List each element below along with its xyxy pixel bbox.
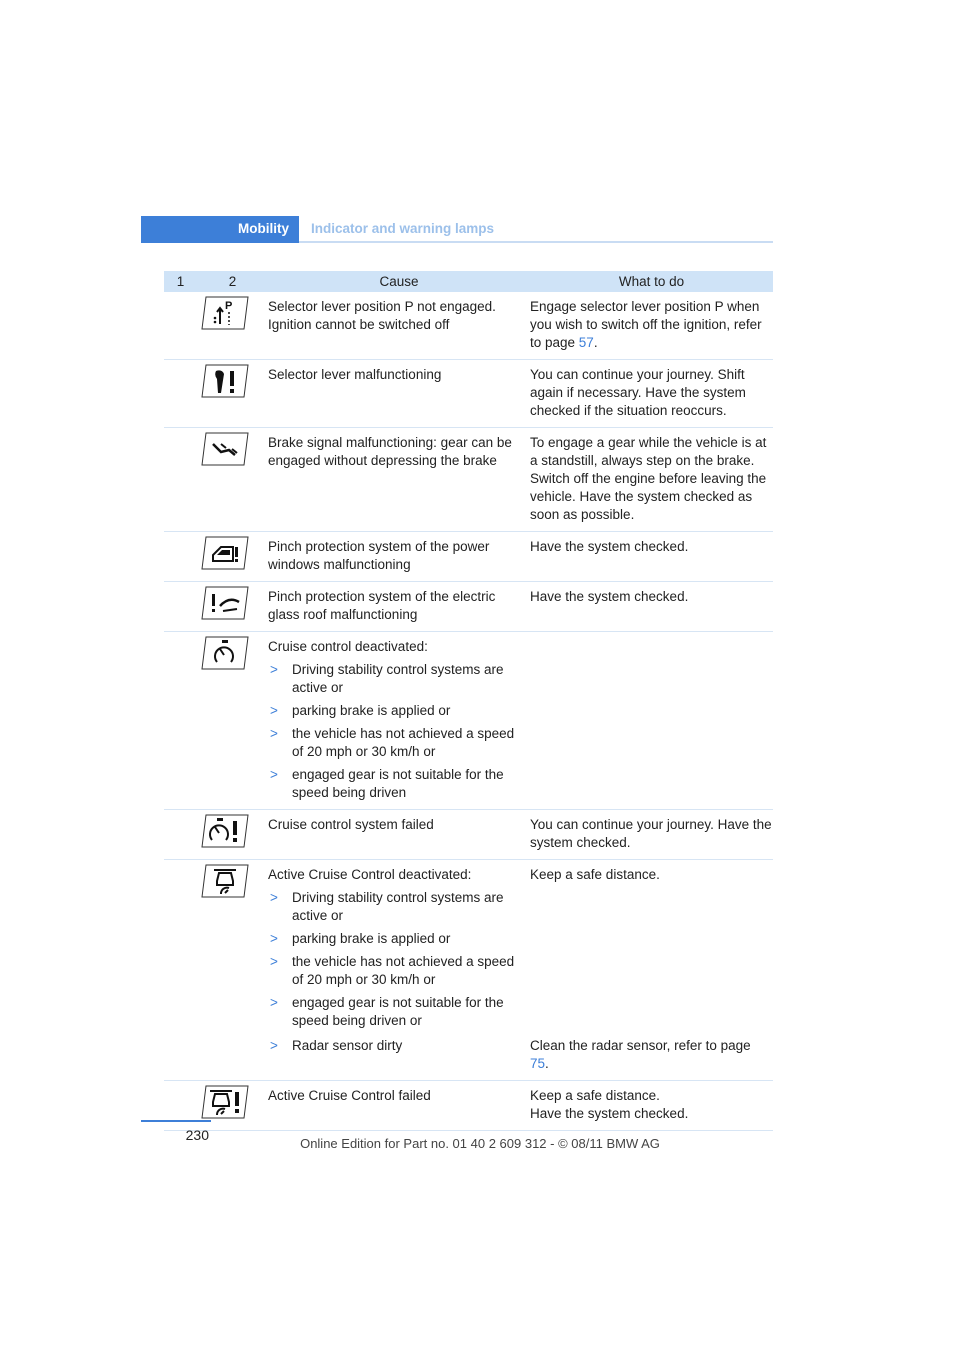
- footer-text: Online Edition for Part no. 01 40 2 609 312 - © 08/11 BMW AG: [300, 1136, 660, 1151]
- section-tab: [141, 216, 299, 243]
- window-pinch-icon: [199, 535, 249, 571]
- bullet-marker: >: [270, 662, 278, 677]
- bullet-marker: >: [270, 1038, 278, 1053]
- action-text: Keep a safe distance.: [530, 1088, 660, 1103]
- active-cruise-control-icon: [199, 863, 249, 899]
- selector-lever-p-icon: [199, 295, 249, 331]
- svg-text:P: P: [225, 300, 233, 312]
- bullet-marker: >: [270, 767, 278, 782]
- cruise-control-icon: [199, 635, 249, 671]
- action-text: Have the system checked.: [530, 1106, 689, 1121]
- action-text: Engage selector lever position P when you wish to switch off the ignition, refer to page 57.: [530, 292, 773, 360]
- list-item: > engaged gear is not suitable for the speed being driven or: [270, 995, 504, 1028]
- table-row: [164, 292, 773, 360]
- page-section-title: Indicator and warning lamps: [311, 221, 495, 236]
- bullet-marker: >: [270, 703, 278, 718]
- section-label: Mobility: [238, 221, 289, 236]
- table-row: [164, 1037, 773, 1081]
- column-header-cause: Cause: [268, 271, 530, 292]
- list-item: > Radar sensor dirty: [270, 1038, 403, 1053]
- action-text: You can continue your journey. Have the system checked.: [530, 810, 773, 860]
- action-text: To engage a gear while the vehicle is at a standstill, always step on the brake. Switch off the engine before leaving the vehicle. Have the system checked as soon as possible.: [530, 428, 773, 532]
- cause-text: Selector lever position P not engaged. Ignition cannot be switched off: [268, 292, 530, 360]
- table-row: [164, 810, 773, 860]
- action-text: Have the system checked.: [530, 582, 773, 632]
- column-header-1: 1: [164, 271, 197, 292]
- bullet-marker: >: [270, 995, 278, 1010]
- list-item: > the vehicle has not achieved a speed of 20 mph or 30 km/h or: [270, 954, 515, 987]
- bullet-marker: >: [270, 931, 278, 946]
- table-row: [164, 632, 773, 810]
- indicator-table: [164, 271, 773, 1131]
- list-item: > Driving stability control systems are active or: [270, 662, 504, 695]
- page-link[interactable]: 57: [578, 335, 594, 350]
- column-header-2: 2: [197, 271, 268, 292]
- cause-text: Active Cruise Control failed: [268, 1081, 530, 1131]
- action-text: Clean the radar sensor, refer to page 75.: [530, 1037, 773, 1081]
- active-cruise-control-failed-icon: [199, 1084, 249, 1120]
- page-link[interactable]: 75: [530, 1056, 546, 1071]
- cause-text: Cruise control deactivated:: [268, 639, 428, 654]
- bullet-marker: >: [270, 954, 278, 969]
- selector-lever-malfunction-icon: [199, 363, 249, 399]
- cause-text: Pinch protection system of the power windows malfunctioning: [268, 532, 530, 582]
- brake-signal-icon: [199, 431, 249, 467]
- table-row: [164, 582, 773, 632]
- action-text: Have the system checked.: [530, 532, 773, 582]
- header-rule: [299, 241, 773, 243]
- bullet-marker: >: [270, 890, 278, 905]
- glass-roof-pinch-icon: [199, 585, 249, 621]
- cause-text: Pinch protection system of the electric glass roof malfunctioning: [268, 582, 530, 632]
- column-header-action: What to do: [530, 271, 773, 292]
- table-row: [164, 1081, 773, 1131]
- action-text: You can continue your journey. Shift again if necessary. Have the system checked if the situation reoccurs.: [530, 360, 773, 428]
- table-row: [164, 360, 773, 428]
- list-item: > engaged gear is not suitable for the speed being driven: [270, 767, 504, 800]
- cause-text: Selector lever malfunctioning: [268, 360, 530, 428]
- bullet-marker: >: [270, 726, 278, 741]
- table-row: [164, 532, 773, 582]
- table-row: [164, 860, 773, 1038]
- action-text: Keep a safe distance.: [530, 867, 660, 882]
- list-item: > Driving stability control systems are active or: [270, 890, 504, 923]
- list-item: > parking brake is applied or: [270, 931, 451, 946]
- list-item: > the vehicle has not achieved a speed of 20 mph or 30 km/h or: [270, 726, 515, 759]
- cause-text: Cruise control system failed: [268, 810, 530, 860]
- cause-text: Active Cruise Control deactivated:: [268, 867, 472, 882]
- cause-text: Brake signal malfunctioning: gear can be engaged without depressing the brake: [268, 428, 530, 532]
- table-row: [164, 428, 773, 532]
- page-number-rule: [141, 1120, 211, 1122]
- table-header-row: [164, 271, 773, 292]
- page-number: 230: [185, 1127, 209, 1143]
- cruise-control-failed-icon: [199, 813, 249, 849]
- list-item: > parking brake is applied or: [270, 703, 451, 718]
